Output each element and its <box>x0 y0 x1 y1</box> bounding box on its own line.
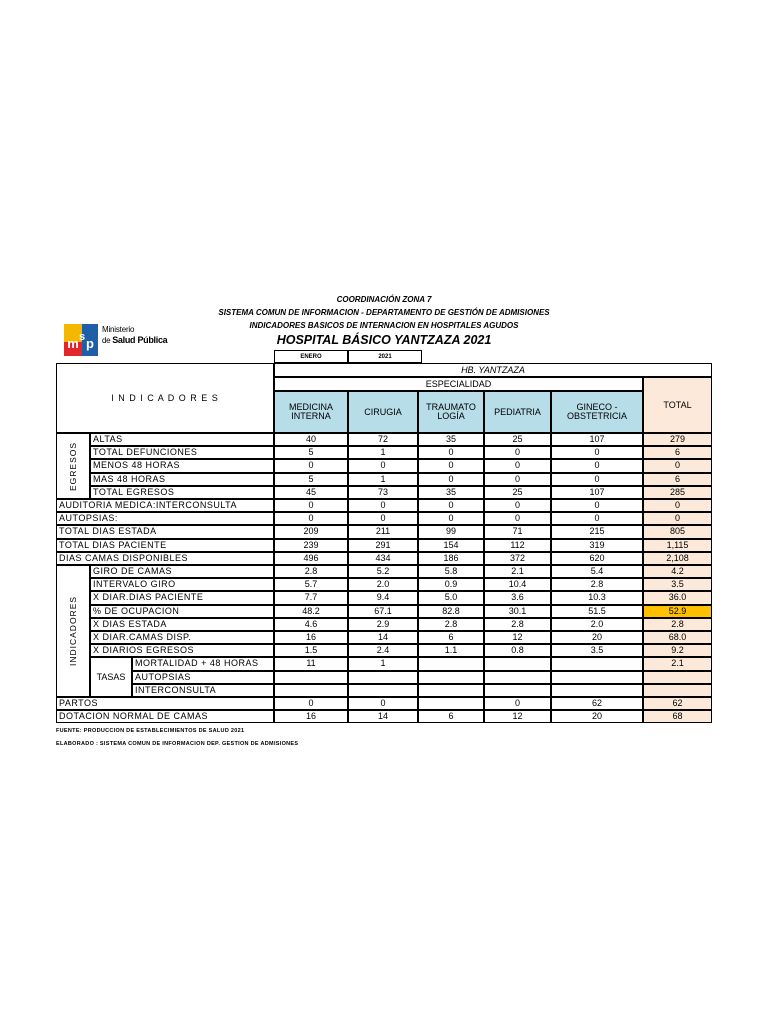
table-cell: 16 <box>274 710 348 723</box>
logo-line2-prefix: de <box>102 336 113 345</box>
table-cell: 0 <box>348 499 418 512</box>
row-label: TOTAL DIAS ESTADA <box>56 525 274 538</box>
table-cell: 5 <box>274 473 348 486</box>
table-cell: 40 <box>274 433 348 446</box>
page-title: HOSPITAL BÁSICO YANTZAZA 2021 <box>276 333 492 347</box>
table-cell <box>418 697 484 710</box>
table-cell <box>348 684 418 697</box>
row-label: X DIAR.CAMAS DISP. <box>90 631 274 644</box>
table-cell: 10.4 <box>484 578 551 591</box>
table-cell: 30.1 <box>484 605 551 618</box>
table-cell: 51.5 <box>551 605 643 618</box>
table-cell: 25 <box>484 433 551 446</box>
table-cell <box>484 671 551 684</box>
row-label: % DE OCUPACION <box>90 605 274 618</box>
row-label: DIAS CAMAS DISPONIBLES <box>56 552 274 565</box>
row-label: MAS 48 HORAS <box>90 473 274 486</box>
table-cell <box>551 684 643 697</box>
row-label: X DIAR.DIAS PACIENTE <box>90 591 274 604</box>
table-cell: 2.0 <box>551 618 643 631</box>
table-cell: 71 <box>484 525 551 538</box>
hospital-name: HB. YANTZAZA <box>274 363 712 377</box>
table-cell: 0 <box>551 512 643 525</box>
table-cell: 620 <box>551 552 643 565</box>
total-cell: 36.0 <box>643 591 712 604</box>
table-cell: 48.2 <box>274 605 348 618</box>
table-cell: 5 <box>274 446 348 459</box>
row-label: PARTOS <box>56 697 274 710</box>
table-cell: 62 <box>551 697 643 710</box>
table-cell: 1 <box>348 473 418 486</box>
table-cell <box>551 657 643 670</box>
table-cell <box>484 657 551 670</box>
table-cell: 5.0 <box>418 591 484 604</box>
table-cell <box>418 671 484 684</box>
total-cell: 62 <box>643 697 712 710</box>
total-cell: 68.0 <box>643 631 712 644</box>
table-cell: 99 <box>418 525 484 538</box>
table-cell: 6 <box>418 710 484 723</box>
table-cell: 209 <box>274 525 348 538</box>
table-cell: 16 <box>274 631 348 644</box>
table-cell: 0 <box>551 446 643 459</box>
table-cell: 0 <box>484 512 551 525</box>
table-cell: 2.4 <box>348 644 418 657</box>
table-cell: 319 <box>551 539 643 552</box>
total-cell: 6 <box>643 473 712 486</box>
table-cell: 4.6 <box>274 618 348 631</box>
specialty-column-header: CIRUGIA <box>348 391 418 433</box>
table-cell: 12 <box>484 631 551 644</box>
total-cell: 9.2 <box>643 644 712 657</box>
total-cell: 285 <box>643 486 712 499</box>
table-cell: 73 <box>348 486 418 499</box>
table-cell: 35 <box>418 486 484 499</box>
table-cell: 112 <box>484 539 551 552</box>
table-cell: 0 <box>484 459 551 472</box>
total-cell: 0 <box>643 499 712 512</box>
table-cell: 14 <box>348 710 418 723</box>
group-tasas: TASAS <box>90 657 132 697</box>
specialty-column-header: GINECO - OBSTETRICIA <box>551 391 643 433</box>
table-cell <box>348 671 418 684</box>
table-cell: 72 <box>348 433 418 446</box>
row-label: MENOS 48 HORAS <box>90 459 274 472</box>
specialty-column-header: MEDICINA INTERNA <box>274 391 348 433</box>
table-cell: 0 <box>274 459 348 472</box>
table-cell: 186 <box>418 552 484 565</box>
table-cell <box>484 684 551 697</box>
row-label: AUTOPSIAS: <box>56 512 274 525</box>
row-label: GIRO DE CAMAS <box>90 565 274 578</box>
total-cell: 279 <box>643 433 712 446</box>
period-month: ENERO <box>274 350 348 363</box>
indicators-table <box>56 350 712 723</box>
table-cell: 1 <box>348 446 418 459</box>
period-year: 2021 <box>348 350 422 363</box>
table-cell <box>551 671 643 684</box>
indicadores-header: I N D I C A D O R E S <box>56 363 274 433</box>
header-zona: COORDINACIÓN ZONA 7 <box>336 295 432 304</box>
total-cell: 0 <box>643 512 712 525</box>
table-cell: 2.8 <box>274 565 348 578</box>
table-cell: 10.3 <box>551 591 643 604</box>
table-cell: 25 <box>484 486 551 499</box>
row-label: INTERVALO GIRO <box>90 578 274 591</box>
total-cell: 68 <box>643 710 712 723</box>
header-indicadores: INDICADORES BASICOS DE INTERNACION EN HOSPITALES AGUDOS <box>249 321 519 330</box>
table-cell: 0 <box>418 446 484 459</box>
row-label: ALTAS <box>90 433 274 446</box>
svg-text:m: m <box>67 336 79 351</box>
total-cell <box>643 671 712 684</box>
table-cell: 3.5 <box>551 644 643 657</box>
total-cell: 2,108 <box>643 552 712 565</box>
total-cell: 3.5 <box>643 578 712 591</box>
group-egresos: EGRESOS <box>56 433 90 499</box>
table-cell: 67.1 <box>348 605 418 618</box>
row-label: MORTALIDAD + 48 HORAS <box>132 657 274 670</box>
total-cell <box>643 684 712 697</box>
header-sistema: SISTEMA COMUN DE INFORMACION - DEPARTAMENTO DE GESTIÓN DE ADMISIONES <box>218 308 550 317</box>
table-cell: 434 <box>348 552 418 565</box>
table-cell: 11 <box>274 657 348 670</box>
table-cell: 2.8 <box>418 618 484 631</box>
total-cell: 805 <box>643 525 712 538</box>
table-cell: 5.7 <box>274 578 348 591</box>
especialidad-header: ESPECIALIDAD <box>274 377 643 391</box>
table-cell: 0 <box>274 499 348 512</box>
logo-line2 <box>102 335 167 345</box>
table-cell: 2.8 <box>484 618 551 631</box>
table-cell: 45 <box>274 486 348 499</box>
table-cell <box>418 657 484 670</box>
table-cell: 0.8 <box>484 644 551 657</box>
table-cell: 2.0 <box>348 578 418 591</box>
total-cell: 6 <box>643 446 712 459</box>
row-label: TOTAL EGRESOS <box>90 486 274 499</box>
table-cell: 107 <box>551 486 643 499</box>
table-cell: 154 <box>418 539 484 552</box>
logo-line1: Ministerio <box>102 325 135 334</box>
table-cell: 0 <box>274 512 348 525</box>
table-cell: 3.6 <box>484 591 551 604</box>
table-cell: 0 <box>418 499 484 512</box>
table-cell: 14 <box>348 631 418 644</box>
table-cell: 211 <box>348 525 418 538</box>
row-label: AUTOPSIAS <box>132 671 274 684</box>
table-cell: 0 <box>484 473 551 486</box>
row-label: AUDITORIA MEDICA:INTERCONSULTA <box>56 499 274 512</box>
table-cell: 0 <box>484 499 551 512</box>
row-label: DOTACION NORMAL DE CAMAS <box>56 710 274 723</box>
table-cell: 0 <box>348 459 418 472</box>
total-cell: 4.2 <box>643 565 712 578</box>
table-cell: 372 <box>484 552 551 565</box>
table-cell: 0 <box>484 446 551 459</box>
table-cell <box>418 684 484 697</box>
total-cell: 52.9 <box>643 605 712 618</box>
footer-fuente: FUENTE: PRODUCCION DE ESTABLECIMIENTOS DE SALUD 2021 <box>56 728 245 734</box>
group-indicadores: INDICADORES <box>56 565 90 697</box>
table-cell: 0 <box>484 697 551 710</box>
table-cell: 1.1 <box>418 644 484 657</box>
table-cell: 0 <box>348 512 418 525</box>
logo-line2-name: Salud Pública <box>112 335 168 345</box>
total-cell: 1,115 <box>643 539 712 552</box>
table-cell: 0 <box>551 473 643 486</box>
row-label: INTERCONSULTA <box>132 684 274 697</box>
svg-text:p: p <box>86 336 94 351</box>
svg-text:s: s <box>78 331 86 343</box>
table-cell: 5.4 <box>551 565 643 578</box>
table-cell: 2.8 <box>551 578 643 591</box>
table-cell: 2.9 <box>348 618 418 631</box>
table-cell: 291 <box>348 539 418 552</box>
table-cell: 0 <box>418 459 484 472</box>
table-cell: 0 <box>551 499 643 512</box>
row-label: TOTAL DIAS PACIENTE <box>56 539 274 552</box>
specialty-column-header: PEDIATRIA <box>484 391 551 433</box>
table-cell: 0 <box>418 473 484 486</box>
table-cell <box>274 671 348 684</box>
total-cell: 0 <box>643 459 712 472</box>
table-cell <box>274 684 348 697</box>
total-cell: 2.8 <box>643 618 712 631</box>
table-cell: 107 <box>551 433 643 446</box>
row-label: TOTAL DEFUNCIONES <box>90 446 274 459</box>
table-cell: 2.1 <box>484 565 551 578</box>
table-cell: 20 <box>551 710 643 723</box>
table-cell: 7.7 <box>274 591 348 604</box>
table-cell: 0 <box>418 512 484 525</box>
table-cell: 20 <box>551 631 643 644</box>
table-cell: 215 <box>551 525 643 538</box>
row-label: X DIARIOS EGRESOS <box>90 644 274 657</box>
table-cell: 6 <box>418 631 484 644</box>
table-cell: 35 <box>418 433 484 446</box>
specialty-column-header: TRAUMATO LOGÍA <box>418 391 484 433</box>
table-cell: 239 <box>274 539 348 552</box>
table-cell: 1 <box>348 657 418 670</box>
table-cell: 496 <box>274 552 348 565</box>
table-cell: 9.4 <box>348 591 418 604</box>
footer-elaborado: ELABORADO : SISTEMA COMUN DE INFORMACION DEP. GESTION DE ADMISIONES <box>56 741 299 747</box>
table-cell: 12 <box>484 710 551 723</box>
table-cell: 82.8 <box>418 605 484 618</box>
table-cell: 5.8 <box>418 565 484 578</box>
table-cell: 1.5 <box>274 644 348 657</box>
table-cell: 0 <box>551 459 643 472</box>
table-cell: 0 <box>348 697 418 710</box>
total-cell: 2.1 <box>643 657 712 670</box>
total-header: TOTAL <box>643 377 712 433</box>
table-cell: 0.9 <box>418 578 484 591</box>
row-label: X DIAS ESTADA <box>90 618 274 631</box>
table-cell: 0 <box>274 697 348 710</box>
table-cell: 5.2 <box>348 565 418 578</box>
